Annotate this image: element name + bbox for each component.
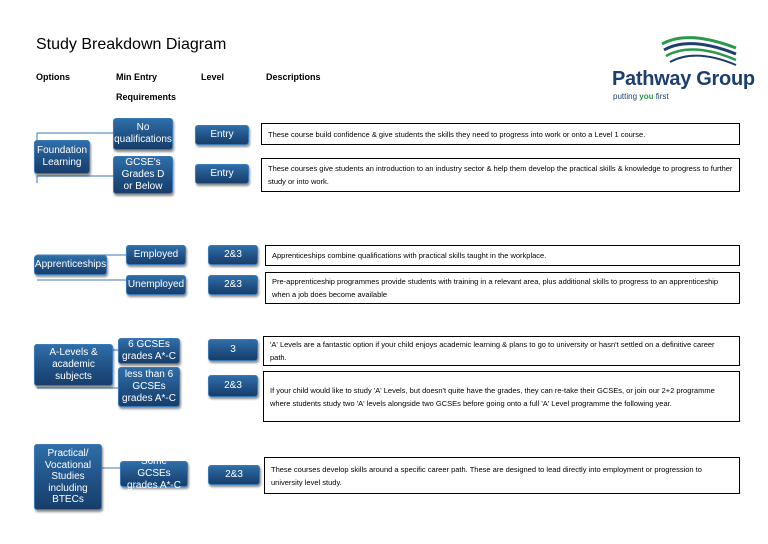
requirement-less-than-6-gcses: less than 6 GCSEs grades A*-C [118,367,180,407]
description-box: These courses develop skills around a specific career path. These are designed to lead directly into employment or progression to university level study. [264,457,740,494]
level-2-and-3: 2&3 [208,275,258,295]
option-practical-vocational: Practical/ Vocational Studies including BTECs [34,444,102,510]
option-foundation-learning: Foundation Learning [34,140,90,174]
level-entry: Entry [195,125,249,145]
description-box: 'A' Levels are a fantastic option if your child enjoys academic learning & plans to go to university or hasn't settled on a definitive career path. [263,336,740,366]
header-requirements: Requirements [116,92,177,102]
description-box: Apprenticeships combine qualifications with practical skills taught in the workplace. [265,245,740,266]
description-box: If your child would like to study 'A' Levels, but doesn't quite have the grades, they can re-take their GCSEs, or join our 2+2 programme where students study two 'A' levels alongside two GCSEs before going onto a full 'A' Level programme the following year. [263,371,740,422]
header-options: Options [36,72,70,82]
requirement-gcse-d-or-below: GCSE's Grades D or Below [113,156,173,194]
page-title: Study Breakdown Diagram [36,36,227,53]
header-min-entry: Min Entry [116,72,158,82]
requirement-some-gcses: Some GCSEs grades A*-C [120,461,188,487]
level-2-and-3: 2&3 [208,375,258,397]
description-box: Pre-apprenticeship programmes provide students with training in a relevant area, plus additional skills to progress to an apprenticeship when a job does become available [265,272,740,304]
level-entry: Entry [195,164,249,184]
option-apprenticeships: Apprenticeships [34,255,107,275]
requirement-no-qualifications: No qualifications [113,118,173,150]
requirement-employed: Employed [126,245,186,265]
option-a-levels: A-Levels & academic subjects [34,344,113,386]
requirement-unemployed: Unemployed [126,275,186,295]
logo-tagline: putting you first [613,92,669,101]
logo-name: Pathway Group [612,68,755,90]
description-box: These courses give students an introduction to an industry sector & help them develop the practical skills & knowledge to progress to further study or into work. [261,158,740,192]
header-descriptions: Descriptions [266,72,321,82]
level-2-and-3: 2&3 [208,465,260,485]
requirement-6-gcses: 6 GCSEs grades A*-C [118,338,180,364]
level-2-and-3: 2&3 [208,245,258,265]
header-level: Level [201,72,225,82]
level-3: 3 [208,339,258,361]
description-box: These course build confidence & give students the skills they need to progress into work or onto a Level 1 course. [261,123,740,145]
